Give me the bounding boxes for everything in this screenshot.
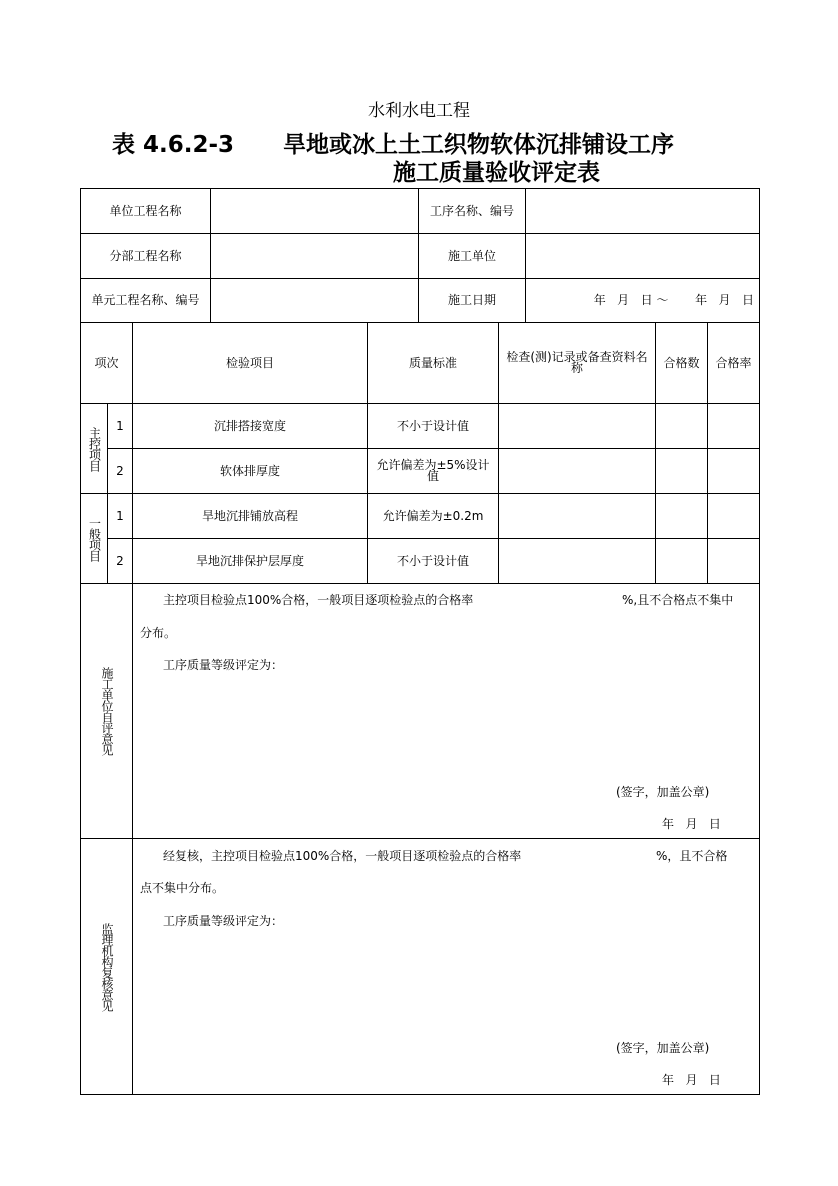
contractor-sign-date: 年 月 日 xyxy=(662,817,721,831)
col-pass-count: 合格数 xyxy=(655,322,708,404)
row-pass-rate-field[interactable] xyxy=(707,448,760,494)
contractor-opinion-text-2: 分布。 xyxy=(140,626,177,640)
date-field[interactable]: 年 月 日 ～ 年 月 日 xyxy=(525,278,760,323)
element-label: 单元工程名称、编号 xyxy=(80,278,211,323)
row-item: 旱地沉排铺放高程 xyxy=(132,493,368,539)
row-no: 2 xyxy=(107,538,133,584)
contractor-opinion-text: 主控项目检验点100%合格，一般项目逐项检验点的合格率 xyxy=(163,593,474,607)
col-item-no: 项次 xyxy=(80,322,133,404)
row-item: 软体排厚度 xyxy=(132,448,368,494)
date-label: 施工日期 xyxy=(418,278,526,323)
contractor-opinion-label: 施工单位自评意见 xyxy=(80,583,133,839)
supervisor-opinion-text: 经复核，主控项目检验点100%合格，一般项目逐项检验点的合格率 xyxy=(163,849,522,863)
row-no: 1 xyxy=(107,403,133,449)
process-field[interactable] xyxy=(525,188,760,234)
row-standard: 允许偏差为±5%设计值 xyxy=(367,448,499,494)
org-title: 水利水电工程 xyxy=(368,101,470,121)
col-record: 检查(测)记录或备查资料名称 xyxy=(498,322,656,404)
supervisor-grade-label: 工序质量等级评定为： xyxy=(163,914,284,928)
contractor-sign-label: (签字，加盖公章) xyxy=(616,785,710,799)
col-standard: 质量标准 xyxy=(367,322,499,404)
group-general-label: 一般项目 xyxy=(80,493,108,584)
division-label: 分部工程名称 xyxy=(80,233,211,279)
row-standard: 允许偏差为±0.2m xyxy=(367,493,499,539)
row-record-field[interactable] xyxy=(498,403,656,449)
row-record-field[interactable] xyxy=(498,538,656,584)
row-record-field[interactable] xyxy=(498,448,656,494)
row-pass-rate-field[interactable] xyxy=(707,403,760,449)
unit-project-field[interactable] xyxy=(210,188,419,234)
row-pass-count-field[interactable] xyxy=(655,493,708,539)
supervisor-sign-label: (签字，加盖公章) xyxy=(616,1041,710,1055)
contractor-opinion-text-end: %,且不合格点不集中 xyxy=(622,593,734,607)
table-number: 表 4.6.2-3 xyxy=(112,132,235,158)
row-item: 旱地沉排保护层厚度 xyxy=(132,538,368,584)
row-item: 沉排搭接宽度 xyxy=(132,403,368,449)
row-pass-count-field[interactable] xyxy=(655,403,708,449)
contractor-field[interactable] xyxy=(525,233,760,279)
col-pass-rate: 合格率 xyxy=(707,322,760,404)
row-standard: 不小于设计值 xyxy=(367,538,499,584)
supervisor-sign-date: 年 月 日 xyxy=(662,1073,721,1087)
row-pass-count-field[interactable] xyxy=(655,538,708,584)
row-no: 1 xyxy=(107,493,133,539)
row-pass-count-field[interactable] xyxy=(655,448,708,494)
row-pass-rate-field[interactable] xyxy=(707,538,760,584)
title-line-2: 施工质量验收评定表 xyxy=(393,160,600,186)
contractor-label: 施工单位 xyxy=(418,233,526,279)
process-label: 工序名称、编号 xyxy=(418,188,526,234)
division-field[interactable] xyxy=(210,233,419,279)
row-record-field[interactable] xyxy=(498,493,656,539)
supervisor-opinion-label: 监理机构复核意见 xyxy=(80,838,133,1095)
contractor-grade-label: 工序质量等级评定为： xyxy=(163,658,284,672)
group-main-control-label: 主控项目 xyxy=(80,403,108,494)
row-pass-rate-field[interactable] xyxy=(707,493,760,539)
element-field[interactable] xyxy=(210,278,419,323)
col-item: 检验项目 xyxy=(132,322,368,404)
title-line-1: 旱地或冰上土工织物软体沉排铺设工序 xyxy=(283,132,674,158)
supervisor-opinion-text-2: 点不集中分布。 xyxy=(140,881,225,895)
row-standard: 不小于设计值 xyxy=(367,403,499,449)
supervisor-opinion-box[interactable] xyxy=(132,838,760,1095)
contractor-opinion-box[interactable] xyxy=(132,583,760,839)
supervisor-opinion-text-end: %，且不合格 xyxy=(656,849,728,863)
unit-project-label: 单位工程名称 xyxy=(80,188,211,234)
row-no: 2 xyxy=(107,448,133,494)
